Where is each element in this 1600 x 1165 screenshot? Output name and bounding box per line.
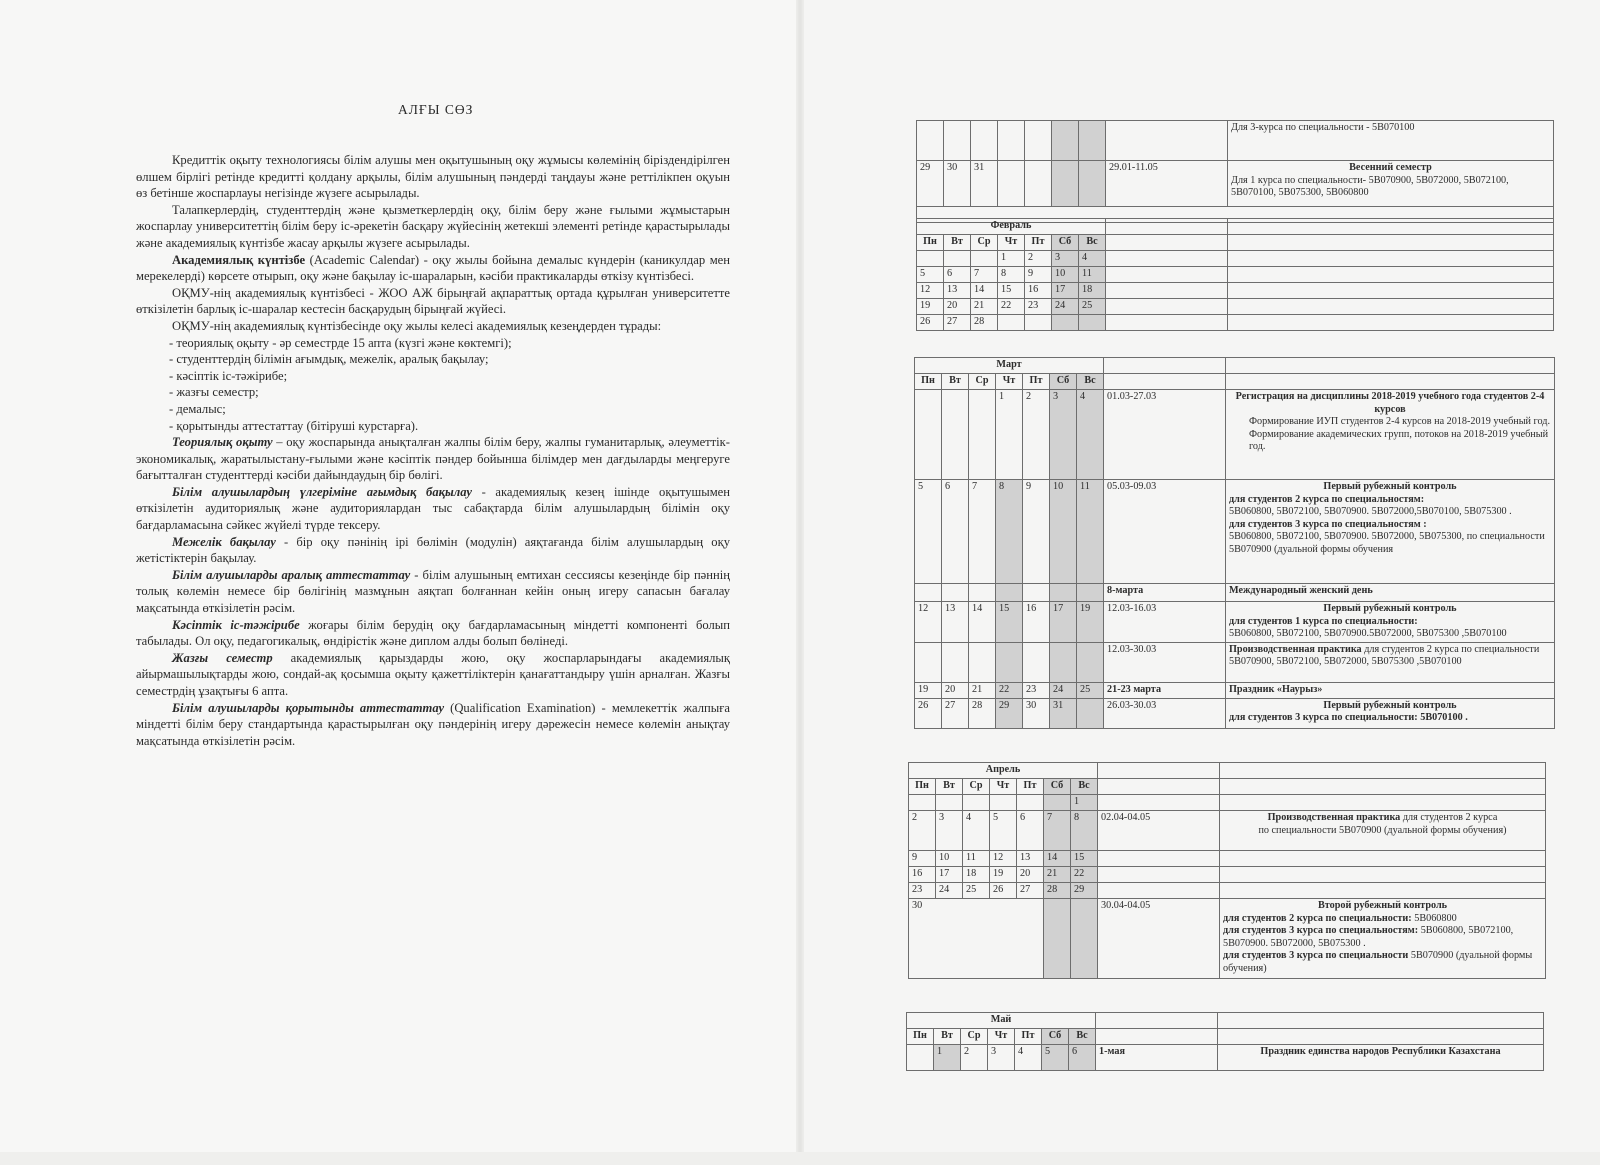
weekday-header: Вт <box>934 1029 961 1045</box>
day-cell: 28 <box>971 315 998 331</box>
preface-text <box>136 152 730 749</box>
paragraph: Межелік бақылау - бір оқу пәнінің ірі бөлімін (модулін) аяқтағанда білім алушылардың оқу жетістіктерін бақылау. <box>136 534 730 566</box>
day-cell: 6 <box>1017 811 1044 851</box>
day-cell: 21 <box>969 682 996 698</box>
date-range-cell: 29.01-11.05 <box>1106 161 1228 207</box>
event-subtitle: для студентов 3 курса по специальности: <box>1229 712 1418 723</box>
day-cell <box>998 315 1025 331</box>
term-label: Білім алушылардың үлгеріміне ағымдық бақылау <box>172 484 472 499</box>
day-cell: 1 <box>934 1045 961 1071</box>
paragraph: Білім алушыларды қорытынды аттестаттау (Qualification Examination) - мемлекеттік жалпыға міндетті білім беру стандартында қарастырылған оқу пәндерінің игеру дәрежесін немесе көлемін анықтау мақсатында өткізілетін рәсім. <box>136 700 730 748</box>
calendar-table-february <box>916 218 1554 331</box>
event-title: Производственная практика <box>1229 643 1362 655</box>
weekday-header: Пн <box>909 779 936 795</box>
day-cell: 20 <box>942 682 969 698</box>
day-cell: 16 <box>909 867 936 883</box>
day-cell <box>907 1045 934 1071</box>
term-label: Білім алушыларды қорытынды аттестаттау <box>172 700 445 715</box>
term-label: Кәсіптік іс-тәжірибе <box>172 617 300 632</box>
weekday-header: Пт <box>1017 779 1044 795</box>
list-item: - демалыс; <box>169 401 226 416</box>
day-cell: 18 <box>1079 283 1106 299</box>
day-cell: 17 <box>936 867 963 883</box>
day-cell <box>942 390 969 480</box>
day-cell: 17 <box>1050 602 1077 643</box>
day-cell: 19 <box>990 867 1017 883</box>
weekday-header: Ср <box>963 779 990 795</box>
day-cell: 29 <box>917 161 944 207</box>
day-cell <box>1052 315 1079 331</box>
day-cell: 3 <box>1052 251 1079 267</box>
weekday-header: Вс <box>1071 779 1098 795</box>
date-range-cell: 21-23 марта <box>1104 682 1226 698</box>
weekday-header: Ср <box>961 1029 988 1045</box>
paragraph: Жазғы семестр академиялық қарыздарды жою, оқу жоспарларындағы академиялық айырмашылықтарды жою, сондай-ақ қосымша оқыту қажеттіліктерін қанағаттандыру үшін арналған. Жазғы семестрдің ұзақтығы 6 апта. <box>136 650 730 698</box>
day-cell <box>1017 795 1044 811</box>
date-range-cell: 12.03-16.03 <box>1104 602 1226 643</box>
event-title: Весенний семестр <box>1349 162 1432 173</box>
event-text: 5В060800, 5В072100, 5В070900. 5В072000, 5В075300, по специальности 5В070900 (дуальной формы обучения <box>1229 531 1545 555</box>
day-cell <box>969 390 996 480</box>
day-cell: 28 <box>1044 883 1071 899</box>
list-item: - теориялық оқыту - әр семестрде 15 апта (күзгі және көктемгі); <box>169 335 512 350</box>
weekday-header: Сб <box>1052 235 1079 251</box>
day-cell: 29 <box>1071 883 1098 899</box>
day-cell: 24 <box>1052 299 1079 315</box>
day-cell <box>1077 698 1104 728</box>
weekday-header: Чт <box>996 374 1023 390</box>
day-cell <box>990 795 1017 811</box>
weekday-header: Ср <box>969 374 996 390</box>
event-text: 5В060800, 5В072100, 5В070900. 5В072000, 5В075300 . <box>1223 925 1514 949</box>
event-cell <box>1226 698 1555 728</box>
day-cell: 8 <box>996 480 1023 584</box>
day-cell: 2 <box>1025 251 1052 267</box>
day-cell: 12 <box>917 283 944 299</box>
event-title: Первый рубежный контроль <box>1323 481 1457 492</box>
day-cell: 20 <box>1017 867 1044 883</box>
day-cell: 24 <box>1050 682 1077 698</box>
day-cell: 22 <box>1071 867 1098 883</box>
day-cell: 9 <box>1025 267 1052 283</box>
day-cell: 15 <box>998 283 1025 299</box>
event-cell: Международный женский день <box>1226 584 1555 602</box>
page-spine <box>796 0 804 1165</box>
event-text: 5В060800, 5В072100, 5В070900.5В072000, 5В075300 ,5В070100 <box>1229 628 1507 639</box>
term-label: Теориялық оқыту <box>172 435 273 450</box>
day-cell: 4 <box>1079 251 1106 267</box>
month-name: Март <box>915 358 1104 374</box>
date-range-cell: 01.03-27.03 <box>1104 390 1226 480</box>
list-item: - кәсіптік іс-тәжірибе; <box>169 368 288 383</box>
paragraph: Академиялық күнтізбе (Academic Calendar) - оқу жылы бойына демалыс күндерін (каникулдар мен мерекелерді) көрсете отырып, оқу және бақылау іс-шараларын, кәсіби практикаларды өткізу күнтізбесі. <box>136 252 730 284</box>
day-cell <box>1025 315 1052 331</box>
weekday-header: Пн <box>915 374 942 390</box>
list-item: - жазғы семестр; <box>169 385 259 400</box>
weekday-header: Чт <box>990 779 1017 795</box>
day-cell: 22 <box>998 299 1025 315</box>
event-cell: Для 3-курса по специальности - 5В070100 <box>1228 121 1554 161</box>
day-cell: 3 <box>936 811 963 851</box>
month-name: Май <box>907 1013 1096 1029</box>
date-range-cell: 8-марта <box>1104 584 1226 602</box>
day-cell: 5 <box>990 811 1017 851</box>
event-subtitle: для студентов 2 курса по специальности: <box>1223 912 1412 924</box>
event-text: по специальности 5В070900 (дуальной формы обучения) <box>1258 824 1507 836</box>
day-cell: 23 <box>1025 299 1052 315</box>
day-cell: 8 <box>1071 811 1098 851</box>
day-cell <box>944 251 971 267</box>
weekday-header: Пн <box>917 235 944 251</box>
day-cell: 15 <box>1071 851 1098 867</box>
day-cell: 18 <box>963 867 990 883</box>
weekday-header: Вт <box>936 779 963 795</box>
paragraph: ОҚМУ-нің академиялық күнтізбесі - ЖОО АЖ бірыңғай ақпараттық ортада құрылған университетте өткізілетін барлық іс-шаралар кестесін басқарудың бірыңғай жүйесі. <box>136 285 730 317</box>
event-cell <box>1226 480 1555 584</box>
page-title: АЛҒЫ СӨЗ <box>398 102 474 117</box>
day-cell: 27 <box>944 315 971 331</box>
day-cell: 14 <box>1044 851 1071 867</box>
paragraph: Білім алушылардың үлгеріміне ағымдық бақылау - академиялық кезең ішінде оқытушымен өткізілетін аудиториялық және аудиториялардан тыс сабақтарда білім алушылардың білімін оқу бағдарламасына сәйкес жүйелі түрде тексеру. <box>136 484 731 533</box>
event-cell: Праздник единства народов Республики Казахстана <box>1218 1045 1544 1071</box>
day-cell: 2 <box>909 811 936 851</box>
event-cell <box>1226 602 1555 643</box>
day-cell: 4 <box>963 811 990 851</box>
event-text: Формирование ИУП студентов 2-4 курсов на 2018-2019 учебный год. <box>1249 416 1551 427</box>
month-name: Февраль <box>917 219 1106 235</box>
day-cell <box>909 795 936 811</box>
weekday-header: Пн <box>907 1029 934 1045</box>
day-cell: 1 <box>1071 795 1098 811</box>
day-cell: 7 <box>971 267 998 283</box>
day-cell: 9 <box>909 851 936 867</box>
day-cell: 16 <box>1023 602 1050 643</box>
calendar-table-march <box>914 357 1555 729</box>
day-cell: 8 <box>998 267 1025 283</box>
day-cell: 23 <box>909 883 936 899</box>
day-cell: 6 <box>942 480 969 584</box>
day-cell: 10 <box>1050 480 1077 584</box>
event-text: для студентов 2 курса <box>1402 812 1498 823</box>
date-range-cell: 26.03-30.03 <box>1104 698 1226 728</box>
day-cell <box>971 251 998 267</box>
event-cell <box>1226 642 1555 682</box>
weekday-header: Сб <box>1044 779 1071 795</box>
weekday-header: Чт <box>988 1029 1015 1045</box>
term-label: Жазғы семестр <box>172 650 273 665</box>
day-cell: 21 <box>971 299 998 315</box>
date-range-cell: 02.04-04.05 <box>1098 811 1220 851</box>
event-cell: Праздник «Наурыз» <box>1226 682 1555 698</box>
day-cell: 11 <box>963 851 990 867</box>
day-cell: 25 <box>1077 682 1104 698</box>
event-text: 5В070900 (дуальной формы обучения) <box>1223 950 1533 974</box>
day-cell: 15 <box>996 602 1023 643</box>
event-text: 5В060800 <box>1414 912 1457 924</box>
weekday-header: Сб <box>1050 374 1077 390</box>
weekday-header: Пт <box>1025 235 1052 251</box>
event-subtitle: для студентов 3 курса по специальности <box>1223 950 1409 961</box>
day-cell: 26 <box>915 698 942 728</box>
date-range-cell: 12.03-30.03 <box>1104 642 1226 682</box>
term-label: Академиялық күнтізбе <box>172 252 306 267</box>
day-cell: 5 <box>917 267 944 283</box>
term-label: Білім алушыларды аралық аттестаттау <box>172 567 411 582</box>
day-cell: 4 <box>1015 1045 1042 1071</box>
event-subtitle: для студентов 3 курса по специальностям: <box>1223 925 1419 936</box>
day-cell: 5 <box>1042 1045 1069 1071</box>
day-cell: 28 <box>969 698 996 728</box>
day-cell: 11 <box>1077 480 1104 584</box>
day-cell: 24 <box>936 883 963 899</box>
day-cell: 13 <box>1017 851 1044 867</box>
day-cell: 31 <box>1050 698 1077 728</box>
paragraph: Теориялық оқыту – оқу жоспарында анықталған жалпы білім беру, жалпы гуманитарлық, әлеуметтік-экономикалық, жаратылыстану-ғылыми және кәсіптік пәндер бойынша білімдер мен дағдыларды меңгеруге бағытталған студенттерді кәсіби дайындаудың бір бөлігі. <box>136 435 730 483</box>
date-range-cell: 1-мая <box>1096 1045 1218 1071</box>
day-cell: 1 <box>996 390 1023 480</box>
day-cell: 7 <box>969 480 996 584</box>
month-name: Апрель <box>909 763 1098 779</box>
paragraph: ОҚМУ-нің академиялық күнтізбесінде оқу жылы келесі академиялық кезеңдерден тұрады: <box>172 318 662 333</box>
day-cell: 4 <box>1077 390 1104 480</box>
event-cell <box>1228 161 1554 207</box>
day-cell: 3 <box>988 1045 1015 1071</box>
day-cell: 27 <box>1017 883 1044 899</box>
day-cell: 30 <box>944 161 971 207</box>
day-cell: 19 <box>915 682 942 698</box>
calendar-table-january <box>916 120 1554 223</box>
day-cell: 30 <box>909 899 1044 979</box>
event-cell <box>1220 899 1546 979</box>
day-cell: 6 <box>944 267 971 283</box>
day-cell <box>963 795 990 811</box>
weekday-header: Чт <box>998 235 1025 251</box>
event-title: Первый рубежный контроль <box>1323 603 1457 614</box>
event-text: Для 1 курса по специальности- 5В070900, 5В072000, 5В072100, 5В070100, 5В075300, 5В060800 <box>1231 174 1509 198</box>
day-cell: 20 <box>944 299 971 315</box>
day-cell: 21 <box>1044 867 1071 883</box>
list-item: - студенттердің білімін ағымдық, межелік, аралық бақылау; <box>169 352 489 367</box>
day-cell: 29 <box>996 698 1023 728</box>
day-cell: 11 <box>1079 267 1106 283</box>
weekday-header: Вс <box>1079 235 1106 251</box>
day-cell: 10 <box>1052 267 1079 283</box>
day-cell: 2 <box>961 1045 988 1071</box>
day-cell: 30 <box>1023 698 1050 728</box>
paragraph: Кәсіптік іс-тәжірибе жоғары білім берудің оқу бағдарламасының міндетті компоненті болып табылады. Ол оқу, педагогикалық, өндірістік және диплом алды болып бөлінеді. <box>136 617 730 649</box>
weekday-header: Вт <box>942 374 969 390</box>
day-cell: 12 <box>915 602 942 643</box>
event-text: Формирование академических групп, потоков на 2018-2019 учебный год. <box>1249 428 1549 452</box>
day-cell: 25 <box>1079 299 1106 315</box>
event-title: Производственная практика <box>1267 812 1401 823</box>
day-cell: 31 <box>971 161 998 207</box>
day-cell: 13 <box>944 283 971 299</box>
calendar-table-may <box>906 1012 1544 1071</box>
event-text: 5В070100 . <box>1420 712 1468 723</box>
paragraph: Білім алушыларды аралық аттестаттау - білім алушының емтихан сессиясы кезеңінде бір пәннің толық көлемін немесе бір бөлігінің мазмұнын аяқтап болғаннан кейін оның игеру сапасын бағалау мақсатында өткізілетін рәсім. <box>136 567 730 616</box>
date-range-cell: 05.03-09.03 <box>1104 480 1226 584</box>
list-item: - қорытынды аттестаттау (бітіруші курстарға). <box>169 418 419 433</box>
day-cell: 14 <box>971 283 998 299</box>
weekday-header: Ср <box>971 235 998 251</box>
day-cell: 2 <box>1023 390 1050 480</box>
term-label: Межелік бақылау <box>172 534 276 549</box>
day-cell: 23 <box>1023 682 1050 698</box>
day-cell: 12 <box>990 851 1017 867</box>
date-range-cell: 30.04-04.05 <box>1098 899 1220 979</box>
day-cell: 26 <box>990 883 1017 899</box>
weekday-header: Пт <box>1023 374 1050 390</box>
event-title: Первый рубежный контроль <box>1323 699 1457 711</box>
day-cell <box>936 795 963 811</box>
weekday-header: Вт <box>944 235 971 251</box>
event-text: для студентов 2 курса по специальности 5В070900, 5В072100, 5В072000, 5В075300 ,5В070100 <box>1229 643 1540 667</box>
scan-edge <box>0 1152 1600 1165</box>
day-cell: 27 <box>942 698 969 728</box>
weekday-header: Сб <box>1042 1029 1069 1045</box>
day-cell: 1 <box>998 251 1025 267</box>
day-cell <box>915 390 942 480</box>
weekday-header: Пт <box>1015 1029 1042 1045</box>
calendar-table-april <box>908 762 1546 979</box>
day-cell: 6 <box>1069 1045 1096 1071</box>
day-cell: 26 <box>917 315 944 331</box>
paragraph: Кредиттік оқыту технологиясы білім алушы мен оқытушының оқу жұмысы көлемінің біріздендірілген өлшем бірлігі ретінде кредитті қолдану арқылы, білім алушының пәндерді таңдауы және реттілікпен оқуын өз бетінше жоспарлауы негізінде жүзеге асырылады. <box>136 153 730 201</box>
event-cell <box>1226 390 1555 480</box>
event-title: Регистрация на дисциплины 2018-2019 учебного года студентов 2-4 курсов <box>1235 391 1545 415</box>
day-cell: 13 <box>942 602 969 643</box>
day-cell: 25 <box>963 883 990 899</box>
day-cell: 14 <box>969 602 996 643</box>
day-cell: 22 <box>996 682 1023 698</box>
event-subtitle: для студентов 3 курса по специальностям : <box>1229 518 1427 530</box>
day-cell: 7 <box>1044 811 1071 851</box>
paragraph: Талапкерлердің, студенттердің және қызметкерлердің оқу, білім беру және ғылыми жұмыстарын жоспарлау университеттің білім беру іс-әрекетін басқару жүйесінің жетекші элементі ретінде қарастырылады және академиялық күнтізбе жасау арқылы жүзеге асырылады. <box>136 202 730 250</box>
day-cell: 19 <box>1077 602 1104 643</box>
weekday-header: Вс <box>1077 374 1104 390</box>
event-cell <box>1220 811 1546 851</box>
day-cell: 17 <box>1052 283 1079 299</box>
event-subtitle: для студентов 1 курса по специальности: <box>1229 615 1418 627</box>
event-subtitle: для студентов 2 курса по специальностям: <box>1229 493 1425 505</box>
day-cell <box>1044 795 1071 811</box>
day-cell <box>917 251 944 267</box>
day-cell: 5 <box>915 480 942 584</box>
day-cell: 10 <box>936 851 963 867</box>
day-cell: 3 <box>1050 390 1077 480</box>
day-cell: 9 <box>1023 480 1050 584</box>
day-cell <box>1079 315 1106 331</box>
event-title: Второй рубежный контроль <box>1317 900 1448 911</box>
day-cell: 16 <box>1025 283 1052 299</box>
weekday-header: Вс <box>1069 1029 1096 1045</box>
day-cell: 19 <box>917 299 944 315</box>
event-text: 5В060800, 5В072100, 5В070900. 5В072000,5В070100, 5В075300 . <box>1229 506 1512 517</box>
